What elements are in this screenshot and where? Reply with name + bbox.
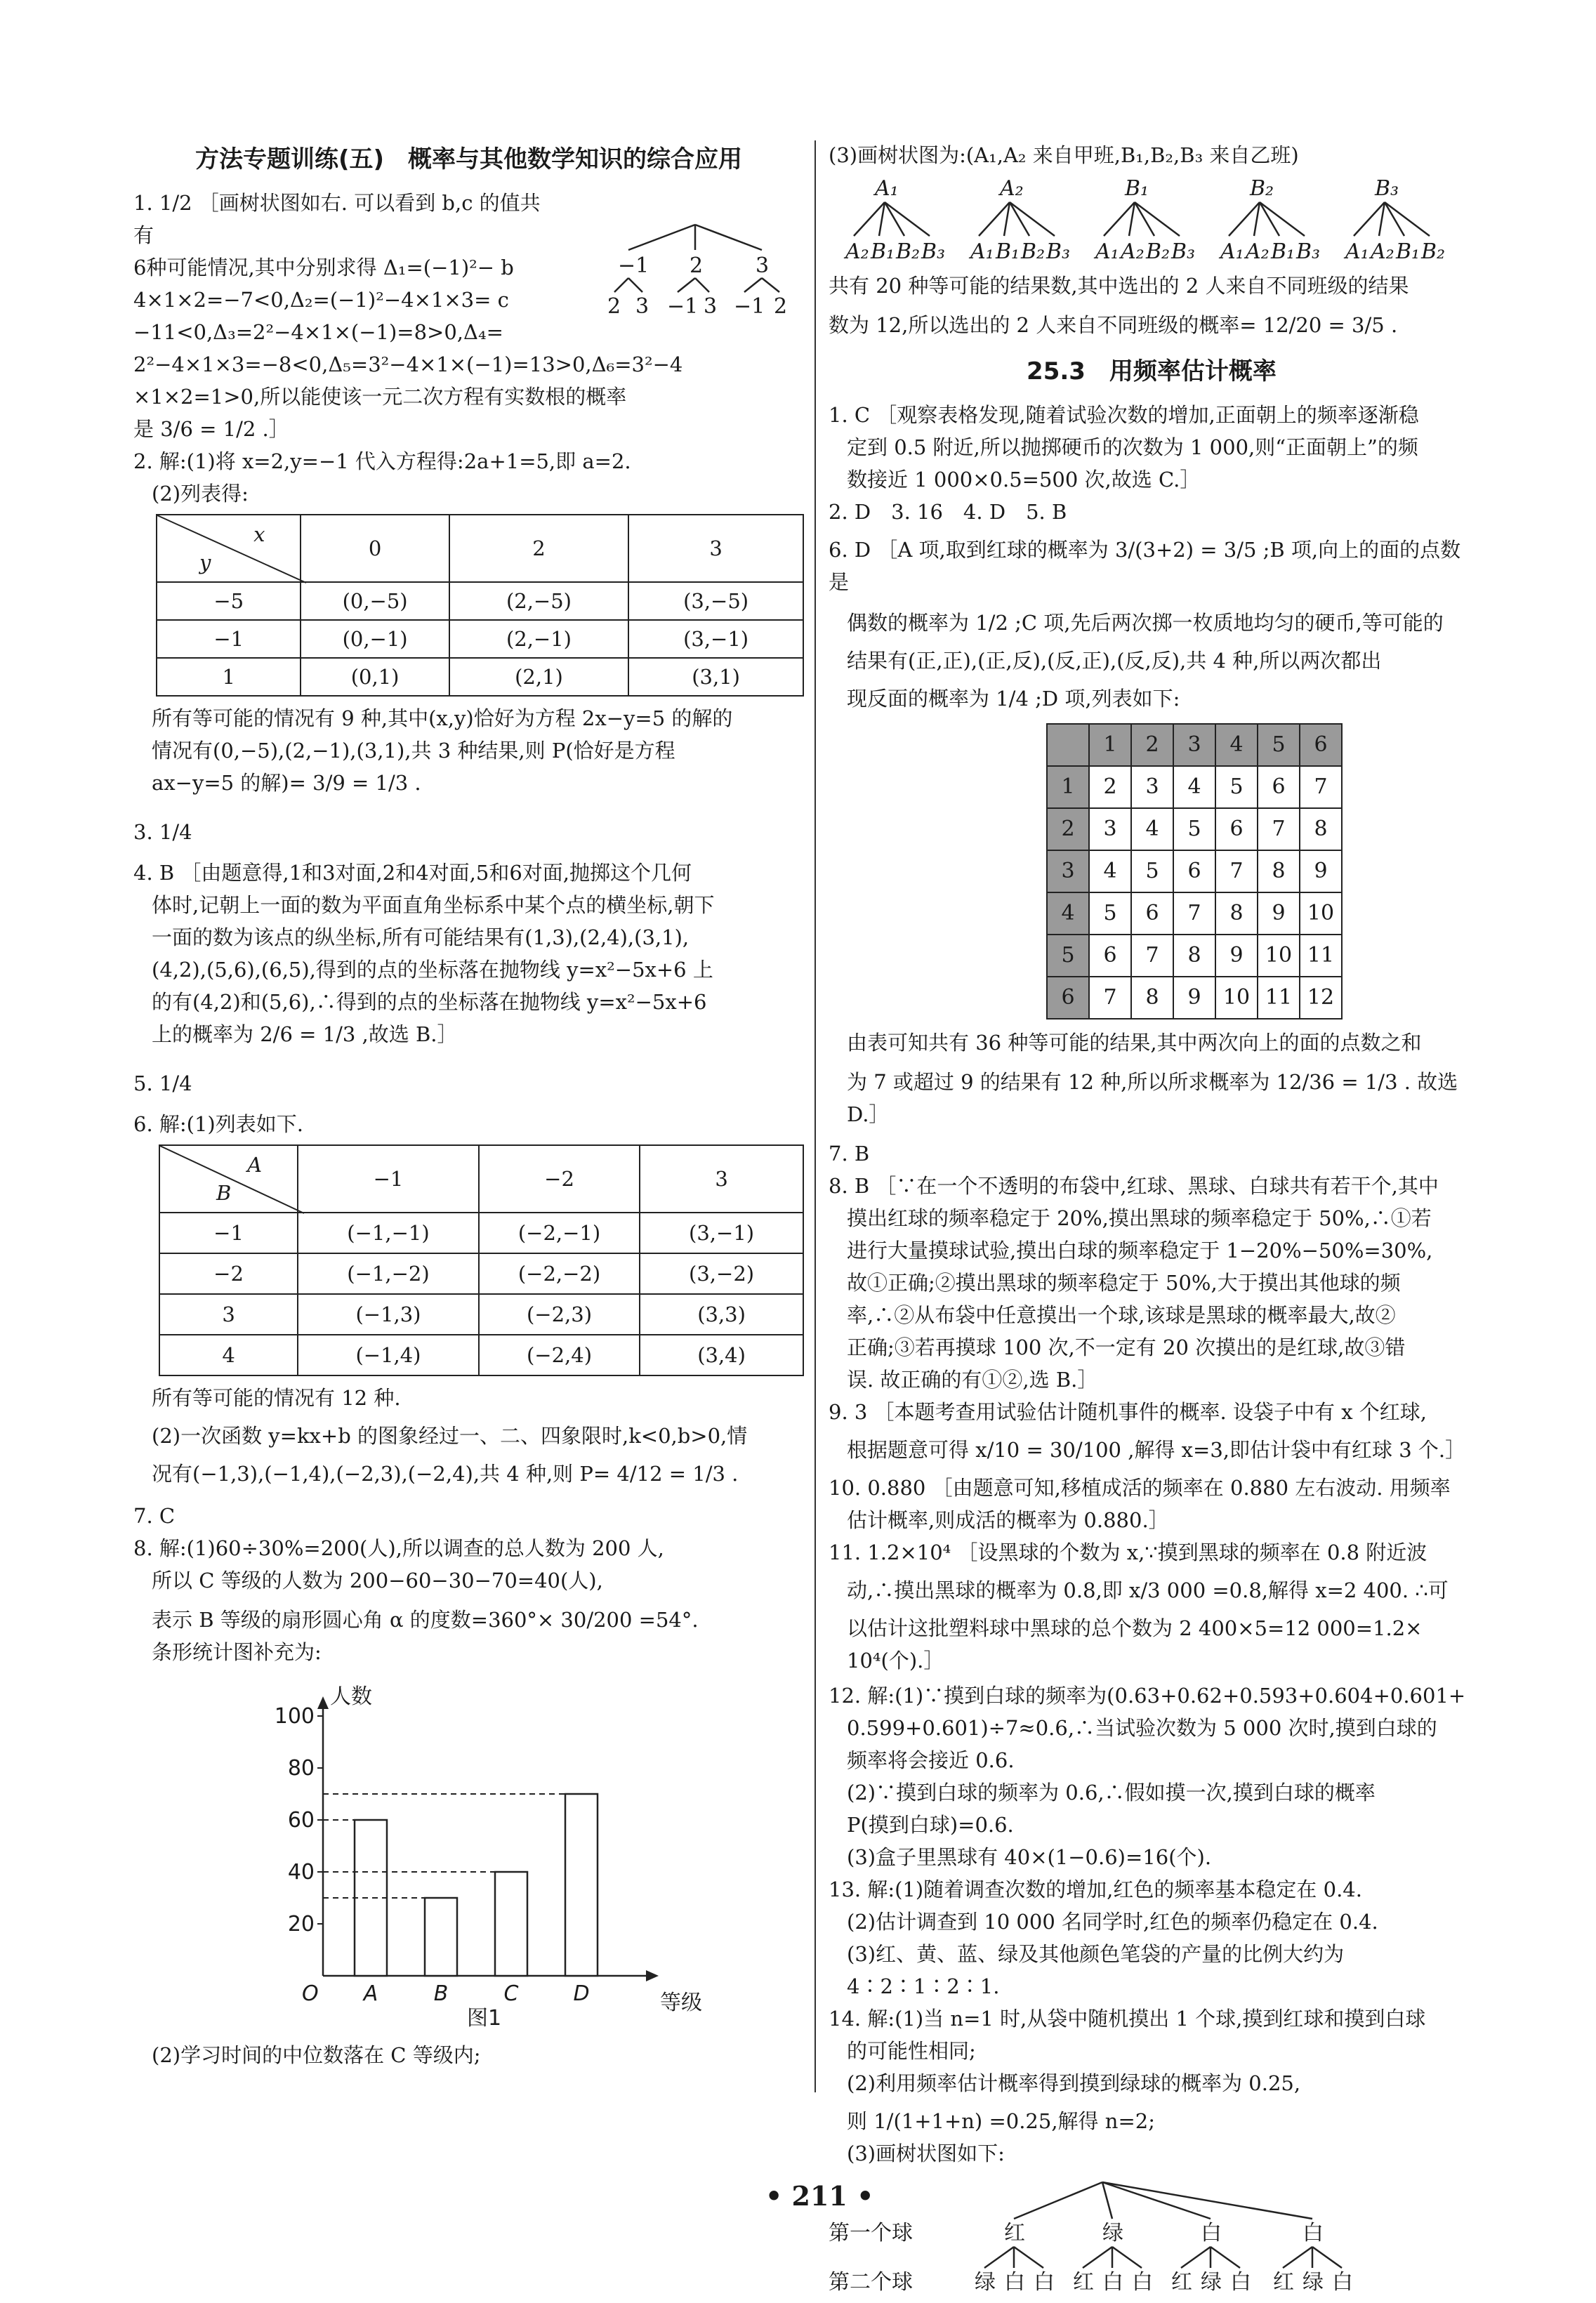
r6-line: 为 7 或超过 9 的结果有 12 种,所以所求概率为 12/36 = 1/3 . 故选 D.］ <box>847 1070 1458 1126</box>
tree-leaf: A₂ <box>1371 239 1394 264</box>
q7-line: 7. C <box>133 1504 176 1528</box>
tree-leaf: A₂ <box>1246 239 1269 264</box>
dice-col-header: 3 <box>1173 724 1215 766</box>
dice-col-header: 4 <box>1215 724 1258 766</box>
q1-tree-node: 3 <box>756 253 770 278</box>
q1-line: 2²−4×1×3=−8<0,Δ₅=3²−4×1×(−1)=13>0,Δ₆=3²−4 <box>133 352 683 376</box>
tree-leaf: 白 <box>1230 2270 1251 2295</box>
dice-col-header: 1 <box>1089 724 1131 766</box>
q2-col-header: 3 <box>628 515 803 582</box>
tree-branch <box>1211 2247 1240 2268</box>
r8-line: 误. 故正确的有①②,选 B.］ <box>847 1368 1098 1392</box>
q5-line: 5. 1/4 <box>133 1071 192 1095</box>
tree-root: B₃ <box>1375 176 1399 201</box>
tree-node: 白 <box>1302 2221 1324 2245</box>
q6-table <box>159 1144 804 1376</box>
q4-line: (4,2),(5,6),(6,5),得到的点的坐标落在抛物线 y=x²−5x+6 上 <box>152 958 713 982</box>
tree-node: 白 <box>1201 2221 1222 2245</box>
tree-leaf: 绿 <box>1302 2270 1324 2295</box>
dice-cell: 6 <box>1173 850 1215 892</box>
dice-cell: 8 <box>1258 850 1300 892</box>
table-row <box>159 1213 803 1253</box>
table-row <box>159 1253 803 1294</box>
q6-line: 6. 解:(1)列表如下. <box>133 1112 303 1136</box>
section-title-right: 25.3 用频率估计概率 <box>1027 357 1277 385</box>
r-q3-line: (3)画树状图为:(A₁,A₂ 来自甲班,B₁,B₂,B₃ 来自乙班) <box>829 143 1299 167</box>
r2-line: 2. D 3. 16 4. D 5. B <box>829 500 1067 524</box>
dice-cell: 8 <box>1300 808 1342 850</box>
r8-line: 摸出红球的频率稳定于 20%,摸出黑球的频率稳定于 50%,∴①若 <box>847 1206 1432 1230</box>
q4-line: 一面的数为该点的纵坐标,所有可能结果有(1,3),(2,4),(3,1), <box>152 925 690 949</box>
tree-leaf: A₂ <box>1121 239 1145 264</box>
x-axis-arrow <box>646 1970 659 1981</box>
tree-node: 绿 <box>1102 2221 1123 2245</box>
q2-line: 2. 解:(1)将 x=2,y=−1 代入方程得:2a+1=5,即 a=2. <box>133 449 631 473</box>
table-row <box>1047 724 1342 766</box>
dice-row-header: 2 <box>1047 808 1089 850</box>
dice-sum-table <box>1046 723 1343 1019</box>
tree-root: B₁ <box>1125 176 1149 201</box>
q6-col-header: −1 <box>298 1145 479 1213</box>
tree-leaf: 红 <box>1273 2270 1294 2295</box>
q6-cell: (3,−2) <box>640 1253 803 1294</box>
y-tick-label: 100 <box>274 1704 315 1729</box>
dice-row-header: 5 <box>1047 935 1089 977</box>
tree-leaf: B₁ <box>1396 239 1420 264</box>
q1-tree-leaf: −1 <box>734 294 765 319</box>
tree-leaf: 白 <box>1034 2270 1055 2295</box>
dice-cell: 2 <box>1089 766 1131 808</box>
r14-line: 则 1/(1+1+n) =0.25,解得 n=2; <box>847 2109 1155 2133</box>
q6-cell: (−2,4) <box>479 1335 640 1375</box>
dice-cell: 8 <box>1131 977 1173 1019</box>
tree-leaf: B₃ <box>1171 239 1196 264</box>
q2-cell: (0,−5) <box>301 582 449 620</box>
x-tick-label: D <box>573 1981 590 2006</box>
dice-cell: 7 <box>1215 850 1258 892</box>
dice-cell: 7 <box>1131 935 1173 977</box>
q6-row-header: 3 <box>159 1294 298 1335</box>
dice-cell: 5 <box>1089 892 1131 935</box>
q2-cell: (0,−1) <box>301 620 449 658</box>
r-q3-line: 共有 20 种等可能的结果数,其中选出的 2 人来自不同班级的结果 <box>829 274 1409 298</box>
q6-cell: (3,3) <box>640 1294 803 1335</box>
x-tick-label: A <box>363 1981 378 2006</box>
q2-row-header: 1 <box>157 658 301 696</box>
table-row <box>157 582 803 620</box>
q1-tree-leaf: 3 <box>704 294 718 319</box>
chart-title: 图1 <box>467 2006 502 2031</box>
bar-C <box>495 1872 527 1976</box>
table-row <box>157 620 803 658</box>
q6-corner-x: A <box>247 1153 263 1177</box>
right-column <box>829 133 1475 2303</box>
tree-leaf: B₂ <box>1421 239 1446 264</box>
q6-cell: (−1,4) <box>298 1335 479 1375</box>
tree-leaf: B₃ <box>1046 239 1071 264</box>
tree-leaf: A₁ <box>1095 239 1119 264</box>
q2-col-header: 0 <box>301 515 449 582</box>
q8-line: 条形统计图补充为: <box>152 1640 322 1664</box>
r12-line: P(摸到白球)=0.6. <box>847 1813 1014 1837</box>
tree-leaf: A₁ <box>1220 239 1244 264</box>
q6-row-header: 4 <box>159 1335 298 1375</box>
q4-line: 4. B ［由题意得,1和3对面,2和4对面,5和6对面,抛掷这个几何 <box>133 861 692 885</box>
q1-tree-diagram <box>597 222 793 320</box>
y-tick-label: 20 <box>287 1912 315 1936</box>
q6-col-header: 3 <box>640 1145 803 1213</box>
tree-branch <box>1260 202 1305 236</box>
tree-branch <box>1181 2247 1211 2268</box>
q2-line: (2)列表得: <box>152 482 249 506</box>
bar-B <box>425 1898 457 1976</box>
r6-line: 偶数的概率为 1/2 ;C 项,先后两次掷一枚质地均匀的硬币,等可能的 <box>847 611 1444 635</box>
tree-leaf: 白 <box>1332 2270 1353 2295</box>
tree-root: A₁ <box>875 176 899 201</box>
dice-cell: 12 <box>1300 977 1342 1019</box>
dice-cell: 5 <box>1131 850 1173 892</box>
tree-branch <box>1083 2247 1112 2268</box>
q6-line: 所有等可能的情况有 12 种. <box>152 1386 401 1410</box>
r14-line: 14. 解:(1)当 n=1 时,从袋中随机摸出 1 个球,摸到红球和摸到白球 <box>829 2007 1426 2031</box>
q8-line: 表示 B 等级的扇形圆心角 α 的度数=360°× 30/200 =54°. <box>152 1608 699 1632</box>
dice-cell: 6 <box>1089 935 1131 977</box>
dice-cell: 9 <box>1173 977 1215 1019</box>
tree-branch <box>1260 202 1279 236</box>
table-row <box>1047 892 1342 935</box>
q1-block <box>133 187 804 445</box>
q1-line: 是 3/6 = 1/2 .］ <box>133 417 289 441</box>
y-tick-label: 40 <box>287 1860 315 1885</box>
r1-line: 定到 0.5 附近,所以抛掷硬币的次数为 1 000,则“正面朝上”的频 <box>847 435 1418 459</box>
y-tick-label: 60 <box>287 1808 315 1833</box>
tree-leaf: 绿 <box>975 2270 996 2295</box>
dice-col-header: 6 <box>1300 724 1342 766</box>
dice-col-header: 2 <box>1131 724 1173 766</box>
tree-row-label: 第一个球 <box>829 2221 913 2245</box>
table-row <box>1047 935 1342 977</box>
dice-cell: 4 <box>1089 850 1131 892</box>
q6-cell: (−2,3) <box>479 1294 640 1335</box>
tree-branch <box>1135 202 1180 236</box>
r14-line: (2)利用频率估计概率得到摸到绿球的概率为 0.25, <box>847 2071 1301 2095</box>
dice-row-header: 6 <box>1047 977 1089 1019</box>
dice-cell: 9 <box>1258 892 1300 935</box>
r13-line: (3)红、黄、蓝、绿及其他颜色笔袋的产量的比例大约为 4∶2∶1∶2∶1. <box>847 1942 1345 1998</box>
dice-cell: 3 <box>1131 766 1173 808</box>
dice-cell: 5 <box>1173 808 1215 850</box>
tree-leaf: B₂ <box>896 239 921 264</box>
q4-line: 体时,记朝上一面的数为平面直角坐标系中某个点的横坐标,朝下 <box>152 893 715 917</box>
dice-cell: 6 <box>1215 808 1258 850</box>
q1-tree-leaf: −1 <box>667 294 699 319</box>
q6-row-header: −2 <box>159 1253 298 1294</box>
r12-line: 频率将会接近 0.6. <box>847 1748 1015 1772</box>
tree-row-label: 第二个球 <box>829 2270 913 2295</box>
q2-line: ax−y=5 的解)= 3/9 = 1/3 . <box>152 771 421 795</box>
tree-branch <box>1112 2247 1142 2268</box>
q6-cell: (−1,3) <box>298 1294 479 1335</box>
tree-leaf: 红 <box>1073 2270 1094 2295</box>
q2-table <box>156 514 804 697</box>
r13-line: 13. 解:(1)随着调查次数的增加,红色的频率基本稳定在 0.4. <box>829 1878 1362 1901</box>
q6-line: 况有(−1,3),(−1,4),(−2,3),(−2,4),共 4 种,则 P= 4/12 = 1/3 . <box>152 1462 739 1486</box>
r8-line: 正确;③若再摸球 100 次,不一定有 20 次摸出的是红球,故③错 <box>847 1335 1406 1359</box>
q6-cell: (3,4) <box>640 1335 803 1375</box>
tree-branch <box>1135 202 1154 236</box>
r9-line: 9. 3 ［本题考查用试验估计随机事件的概率. 设袋子中有 x 个红球, <box>829 1400 1427 1424</box>
y-axis-label: 人数 <box>330 1684 372 1709</box>
r11-line: 动,∴摸出黑球的概率为 0.8,即 x/3 000 =0.8,解得 x=2 400. ∴可 <box>847 1578 1449 1602</box>
r6-line: 结果有(正,正),(正,反),(反,正),(反,反),共 4 种,所以两次都出 <box>847 649 1382 673</box>
section-title-left: 方法专题训练(五) 概率与其他数学知识的综合应用 <box>194 145 743 173</box>
dice-cell: 8 <box>1215 892 1258 935</box>
q8-line: (2)学习时间的中位数落在 C 等级内; <box>152 2043 481 2067</box>
q1-tree-leaf: 3 <box>635 294 649 319</box>
q1-line: ×1×2=1>0,所以能使该一元二次方程有实数根的概率 <box>133 385 627 409</box>
dice-cell: 9 <box>1300 850 1342 892</box>
dice-col-header: 5 <box>1258 724 1300 766</box>
tree-leaf: B₂ <box>1021 239 1046 264</box>
dice-row-header: 1 <box>1047 766 1089 808</box>
q2-row-header: −1 <box>157 620 301 658</box>
tree-leaf: 白 <box>1132 2270 1153 2295</box>
table-row <box>1047 977 1342 1019</box>
q2-cell: (3,−1) <box>628 620 803 658</box>
q2-table-corner <box>157 515 301 582</box>
tree-root: B₂ <box>1250 176 1274 201</box>
q4-line: 上的概率为 2/6 = 1/3 ,故选 B.］ <box>152 1022 458 1046</box>
q2-line: 所有等可能的情况有 9 种,其中(x,y)恰好为方程 2x−y=5 的解的 <box>152 706 733 730</box>
dice-cell: 8 <box>1173 935 1215 977</box>
tree-branch <box>1010 202 1055 236</box>
dice-cell: 9 <box>1215 935 1258 977</box>
tree-branch <box>1102 2182 1312 2219</box>
q1-tree-node: −1 <box>618 253 649 278</box>
r8-line: 进行大量摸球试验,摸出白球的频率稳定于 1−20%−50%=30%, <box>847 1239 1433 1262</box>
dice-col-header <box>1047 724 1089 766</box>
r12-line: (2)∵摸到白球的频率为 0.6,∴假如摸一次,摸到白球的概率 <box>847 1781 1376 1804</box>
r1-line: 1. C ［观察表格发现,随着试验次数的增加,正面朝上的频率逐渐稳 <box>829 403 1419 427</box>
q2-cell: (3,1) <box>628 658 803 696</box>
tree-leaf: 白 <box>1102 2270 1123 2295</box>
q2-cell: (3,−5) <box>628 582 803 620</box>
q2-cell: (0,1) <box>301 658 449 696</box>
dice-cell: 10 <box>1300 892 1342 935</box>
page-number: • 211 • <box>765 2180 874 2212</box>
q6-cell: (3,−1) <box>640 1213 803 1253</box>
q1-tree-node: 2 <box>690 253 704 278</box>
q3-line: 3. 1/4 <box>133 820 192 844</box>
table-row <box>157 658 803 696</box>
y-axis-arrow <box>317 1696 329 1709</box>
r8-line: 8. B ［∵在一个不透明的布袋中,红球、黑球、白球共有若干个,其中 <box>829 1174 1439 1198</box>
tree-node: 红 <box>1004 2221 1025 2245</box>
dice-cell: 4 <box>1173 766 1215 808</box>
ball-tree-diagram <box>829 2177 1475 2303</box>
q6-line: (2)一次函数 y=kx+b 的图象经过一、二、四象限时,k<0,b>0,情 <box>152 1424 748 1448</box>
q2-row-header: −5 <box>157 582 301 620</box>
q2-corner-x: x <box>253 522 265 546</box>
dice-cell: 11 <box>1300 935 1342 977</box>
table-row <box>159 1335 803 1375</box>
q2-line: 情况有(0,−5),(2,−1),(3,1),共 3 种结果,则 P(恰好是方程 <box>152 739 675 763</box>
dice-cell: 6 <box>1258 766 1300 808</box>
tree-leaf: 白 <box>1004 2270 1025 2295</box>
dice-cell: 7 <box>1173 892 1215 935</box>
q6-cell: (−1,−2) <box>298 1253 479 1294</box>
r6-line: 现反面的概率为 1/4 ;D 项,列表如下: <box>847 687 1180 711</box>
r-q3-line: 数为 12,所以选出的 2 人来自不同班级的概率= 12/20 = 3/5 . <box>829 313 1398 337</box>
dice-cell: 4 <box>1131 808 1173 850</box>
tree-branch <box>1014 2182 1102 2219</box>
r14-line: 的可能性相同; <box>847 2039 976 2063</box>
q6-row-header: −1 <box>159 1213 298 1253</box>
q8-line: 8. 解:(1)60÷30%=200(人),所以调查的总人数为 200 人, <box>133 1536 664 1560</box>
q4-line: 的有(4,2)和(5,6),∴得到的点的坐标落在抛物线 y=x²−5x+6 <box>152 990 707 1014</box>
q1-line: 4×1×2=−7<0,Δ₂=(−1)²−4×1×3= c <box>133 288 509 312</box>
q8-line: 所以 C 等级的人数为 200−60−30−70=40(人), <box>152 1569 603 1592</box>
tree-leaf: B₁ <box>871 239 895 264</box>
q6-cell: (−1,−1) <box>298 1213 479 1253</box>
tree-branch <box>1283 2247 1312 2268</box>
r10-line: 估计概率,则成活的概率为 0.880.］ <box>847 1508 1169 1532</box>
y-tick-label: 80 <box>287 1756 315 1781</box>
tree-leaf: A₁ <box>1345 239 1369 264</box>
dice-cell: 10 <box>1215 977 1258 1019</box>
r13-line: (2)估计调查到 10 000 名同学时,红色的频率仍稳定在 0.4. <box>847 1910 1378 1934</box>
table-row <box>1047 766 1342 808</box>
q6-col-header: −2 <box>479 1145 640 1213</box>
r9-line: 根据题意可得 x/10 = 30/100 ,解得 x=3,即估计袋中有红球 3 个.］ <box>847 1438 1466 1462</box>
tree-branch <box>984 2247 1014 2268</box>
r6-line: 由表可知共有 36 种等可能的结果,其中两次向上的面的点数之和 <box>847 1031 1422 1055</box>
r11-line: 11. 1.2×10⁴ ［设黑球的个数为 x,∵摸到黑球的频率在 0.8 附近波 <box>829 1540 1427 1564</box>
q2-cell: (2,−5) <box>449 582 628 620</box>
r11-line: 10⁴(个).］ <box>847 1649 944 1672</box>
table-row <box>1047 808 1342 850</box>
r12-line: (3)盒子里黑球有 40×(1−0.6)=16(个). <box>847 1845 1212 1869</box>
q6-cell: (−2,−1) <box>479 1213 640 1253</box>
q1-tree-leaf: 2 <box>774 294 788 319</box>
bar-D <box>565 1794 598 1976</box>
x-tick-label: C <box>503 1981 519 2006</box>
tree-leaf: B₃ <box>921 239 946 264</box>
r12-line: 0.599+0.601)÷7≈0.6,∴当试验次数为 5 000 次时,摸到白球的 <box>847 1716 1437 1740</box>
q6-corner-y: B <box>216 1181 232 1205</box>
dice-row-header: 3 <box>1047 850 1089 892</box>
origin-label: O <box>302 1981 319 2006</box>
q1-line: 1. 1/2 ［画树状图如右. 可以看到 b,c 的值共有 <box>133 191 541 247</box>
tree-branch <box>1385 202 1404 236</box>
q2-col-header: 2 <box>449 515 628 582</box>
r11-line: 以估计这批塑料球中黑球的总个数为 2 400×5=12 000=1.2× <box>847 1616 1423 1640</box>
dice-cell: 7 <box>1300 766 1342 808</box>
class-tree-diagram <box>829 174 1475 265</box>
q2-cell: (2,1) <box>449 658 628 696</box>
r14-line: (3)画树状图如下: <box>847 2142 1005 2165</box>
tree-branch <box>1010 202 1029 236</box>
q2-cell: (2,−1) <box>449 620 628 658</box>
tree-leaf: 绿 <box>1201 2270 1222 2295</box>
tree-branch <box>1102 2182 1211 2219</box>
q1-line: 6种可能情况,其中分别求得 Δ₁=(−1)²− b <box>133 256 514 279</box>
table-row <box>1047 850 1342 892</box>
tree-branch <box>1014 2247 1043 2268</box>
dice-row-header: 4 <box>1047 892 1089 935</box>
dice-cell: 3 <box>1089 808 1131 850</box>
dice-cell: 5 <box>1215 766 1258 808</box>
dice-cell: 6 <box>1131 892 1173 935</box>
dice-cell: 10 <box>1258 935 1300 977</box>
q6-table-corner <box>159 1145 298 1213</box>
left-column <box>133 133 804 2071</box>
tree-branch <box>1312 2247 1342 2268</box>
tree-branch <box>1102 2182 1112 2219</box>
tree-branch <box>1385 202 1430 236</box>
tree-root: A₂ <box>1000 176 1024 201</box>
tree-leaf: A₁ <box>970 239 994 264</box>
r1-line: 数接近 1 000×0.5=500 次,故选 C.］ <box>847 468 1201 491</box>
tree-branch <box>885 202 904 236</box>
dice-cell: 11 <box>1258 977 1300 1019</box>
q2-corner-y: y <box>199 550 211 574</box>
dice-cell: 7 <box>1089 977 1131 1019</box>
tree-leaf: B₁ <box>996 239 1020 264</box>
tree-leaf: A₂ <box>845 239 869 264</box>
q6-cell: (−2,−2) <box>479 1253 640 1294</box>
r10-line: 10. 0.880 ［由题意可知,移植成活的频率在 0.880 左右波动. 用频率 <box>829 1476 1451 1500</box>
r8-line: 故①正确;②摸出黑球的频率稳定于 50%,大于摸出其他球的频 <box>847 1271 1401 1295</box>
column-divider <box>815 140 816 2092</box>
table-row <box>159 1294 803 1335</box>
r7-line: 7. B <box>829 1142 870 1166</box>
dice-cell: 7 <box>1258 808 1300 850</box>
bar-chart <box>274 1674 723 2039</box>
r6-line: 6. D ［A 项,取到红球的概率为 3/(3+2) = 3/5 ;B 项,向上的面的点数是 <box>829 538 1461 594</box>
x-axis-label: 等级 <box>660 1991 702 2015</box>
tree-leaf: B₂ <box>1146 239 1170 264</box>
r12-line: 12. 解:(1)∵摸到白球的频率为(0.63+0.62+0.593+0.604+0.601+ <box>829 1684 1466 1708</box>
tree-leaf: B₃ <box>1296 239 1321 264</box>
tree-leaf: 红 <box>1171 2270 1192 2295</box>
tree-branch <box>885 202 930 236</box>
q1-tree-leaf: 2 <box>607 294 621 319</box>
q1-line: −11<0,Δ₃=2²−4×1×(−1)=8>0,Δ₄= <box>133 320 503 344</box>
tree-leaf: B₁ <box>1271 239 1295 264</box>
x-tick-label: B <box>433 1981 449 2006</box>
r8-line: 率,∴②从布袋中任意摸出一个球,该球是黑球的概率最大,故② <box>847 1303 1396 1327</box>
